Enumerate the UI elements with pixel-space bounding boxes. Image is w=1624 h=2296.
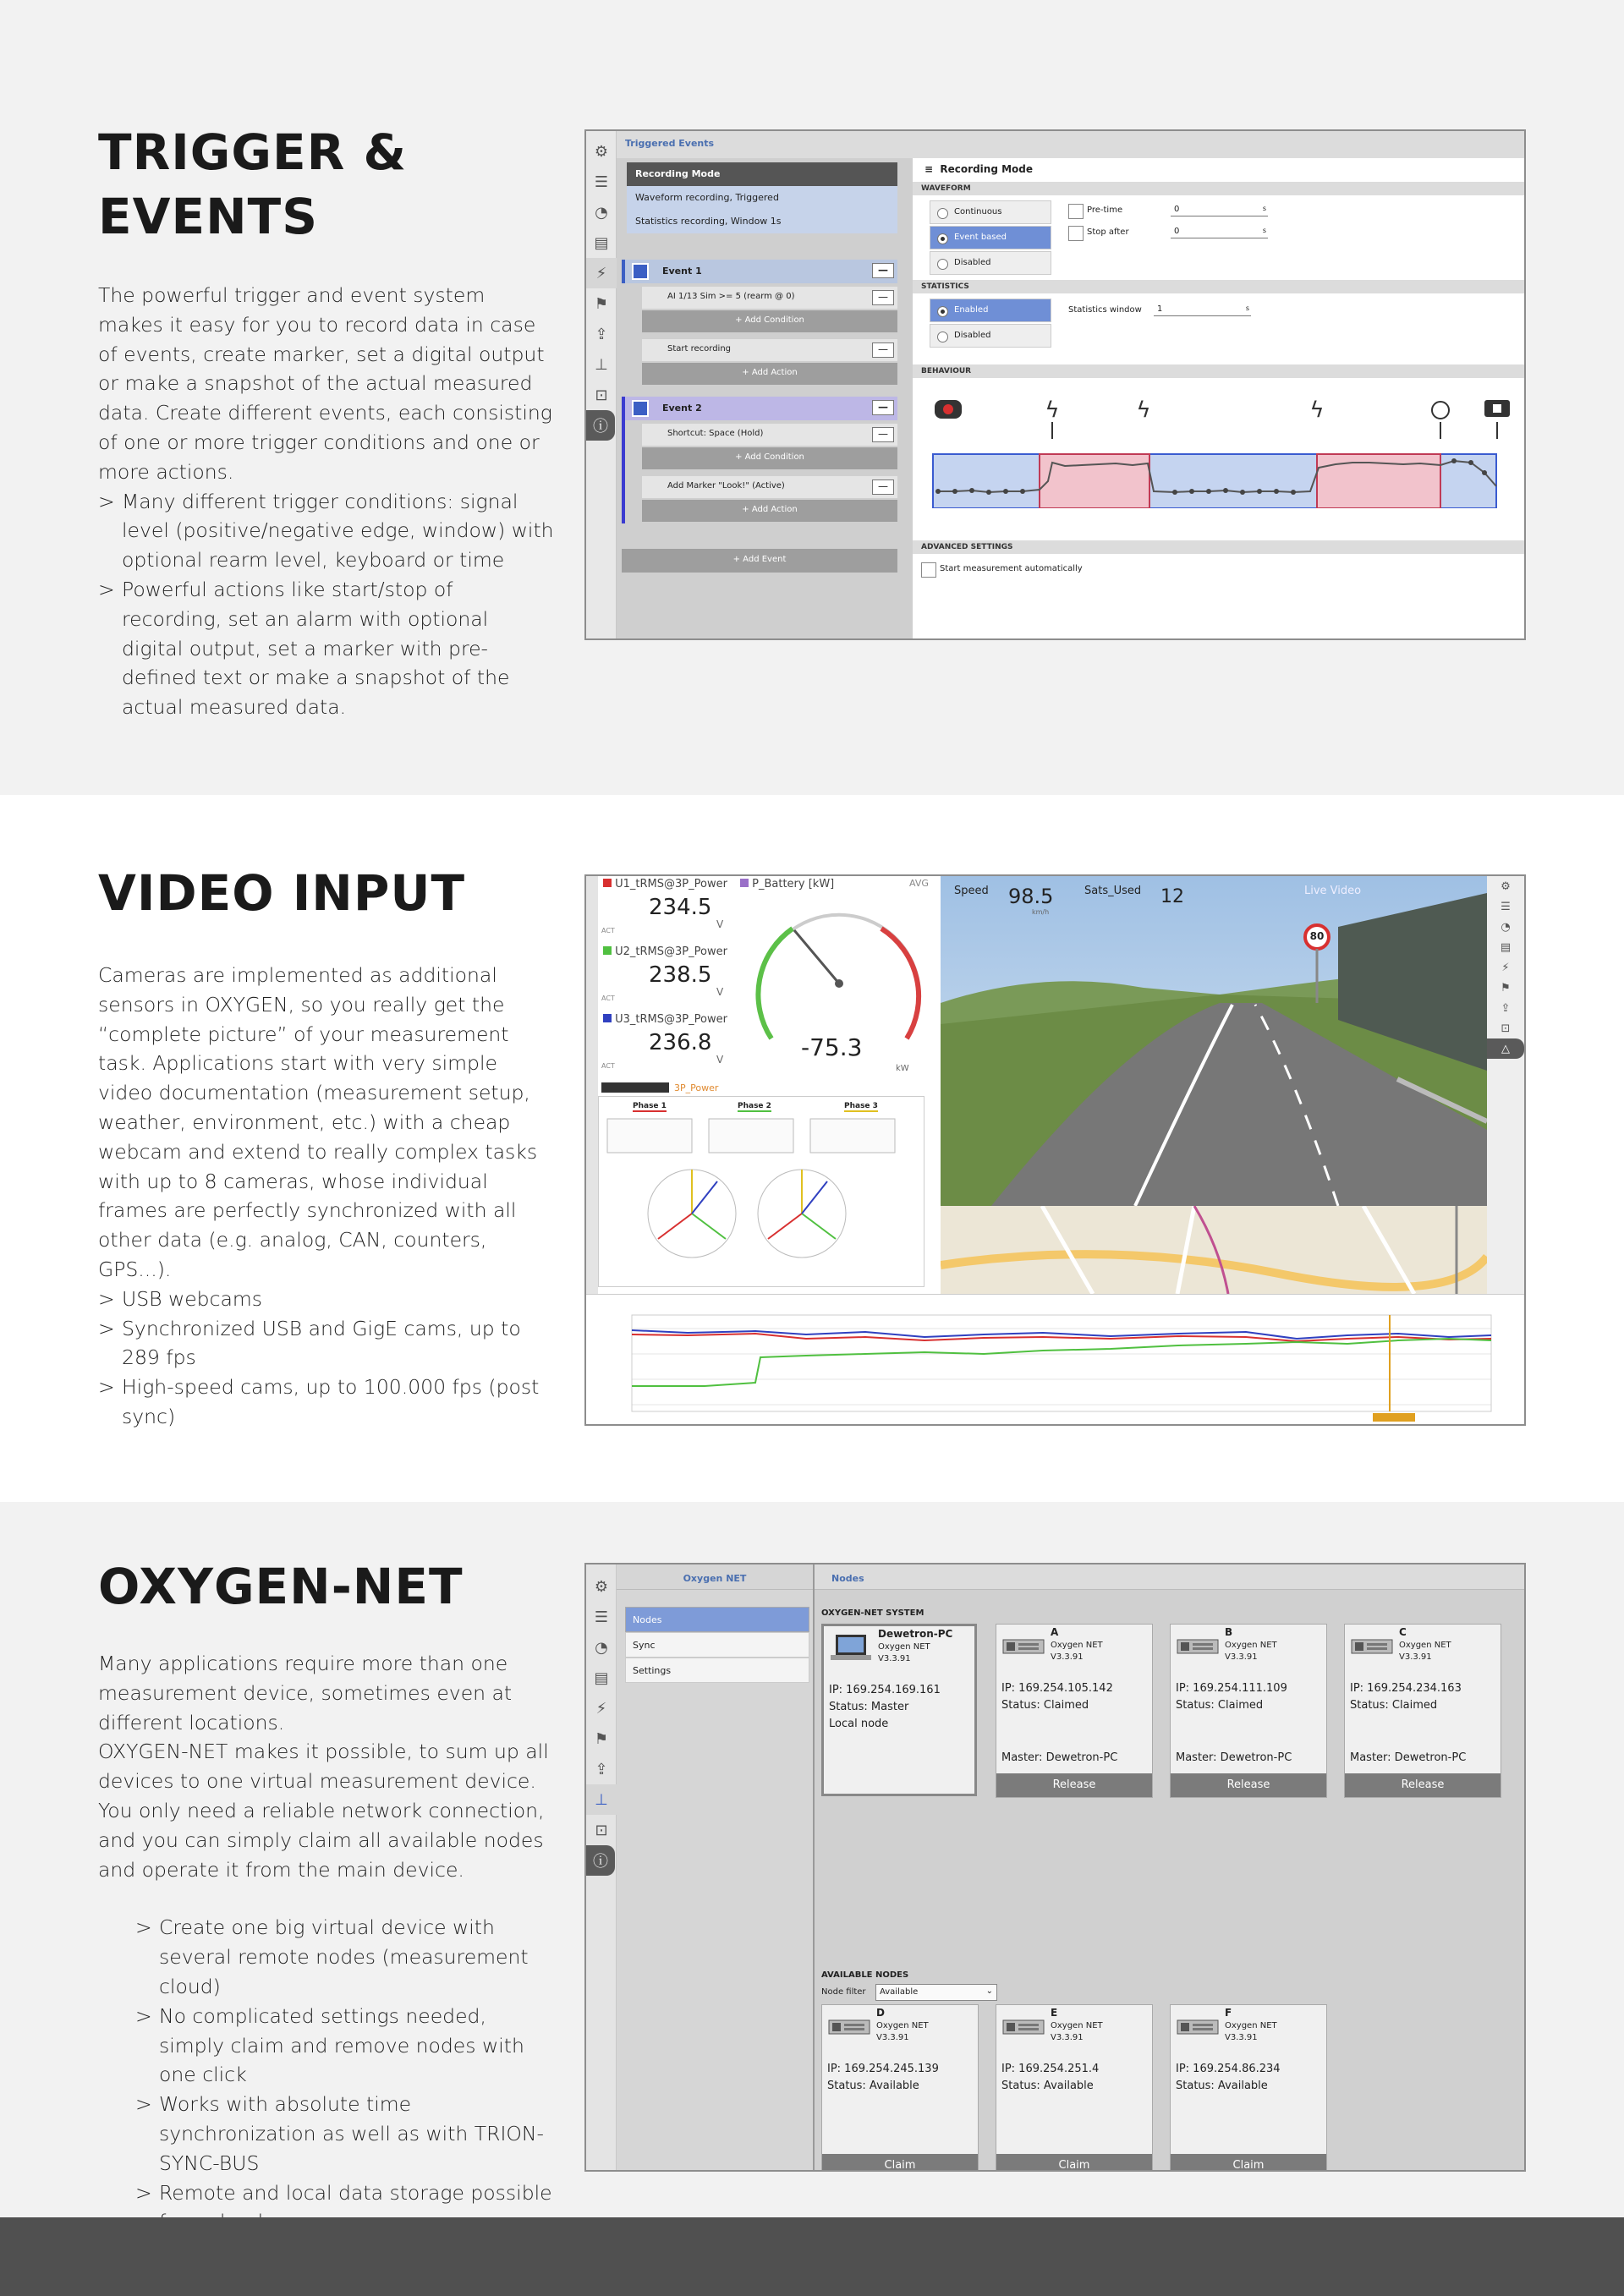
recording-mode-panel bbox=[913, 158, 1524, 638]
waveform-section: WAVEFORM bbox=[913, 182, 1524, 195]
panel-title-text: Recording Mode bbox=[940, 163, 1034, 175]
export-icon[interactable]: ⇪ bbox=[1501, 1001, 1511, 1015]
event-2-header[interactable] bbox=[622, 397, 897, 420]
power-label: 3P_Power bbox=[598, 1082, 936, 1094]
node-subtitle bbox=[876, 2020, 929, 2044]
pretime-field[interactable] bbox=[1171, 205, 1268, 216]
unit-label: s bbox=[1262, 205, 1266, 212]
footer-bar bbox=[0, 2217, 1624, 2296]
speed-label: Speed bbox=[954, 885, 989, 897]
sats-label: Sats_Used bbox=[1084, 885, 1142, 897]
unit-label: V bbox=[716, 1054, 724, 1066]
network-icon[interactable]: ⊥ bbox=[586, 1784, 617, 1815]
live-video-label: Live Video bbox=[1304, 885, 1362, 897]
filter-value: Available bbox=[880, 1987, 919, 1997]
node-version: V3.3.91 bbox=[876, 2033, 909, 2042]
export-icon[interactable]: ⇪ bbox=[595, 1760, 608, 1778]
nodes-panel bbox=[815, 1564, 1524, 2170]
chevron-down-icon: ⌄ bbox=[985, 1986, 993, 1996]
remove-button[interactable]: — bbox=[872, 290, 894, 305]
channel-color bbox=[740, 879, 749, 887]
digital-value: 238.5 bbox=[649, 962, 712, 988]
gear-icon[interactable]: ⚙ bbox=[594, 1577, 609, 1596]
action-label: Add Marker "Look!" (Active) bbox=[667, 481, 785, 490]
channel-name: U2_tRMS@3P_Power bbox=[615, 945, 727, 958]
add-condition-button[interactable]: + Add Condition bbox=[642, 310, 897, 332]
triggered-events-screenshot bbox=[584, 129, 1526, 640]
add-action-button[interactable]: + Add Action bbox=[642, 363, 897, 385]
claim-button[interactable]: Claim bbox=[996, 2154, 1152, 2172]
advanced-section: ADVANCED SETTINGS bbox=[913, 540, 1524, 554]
continuous-radio[interactable]: Continuous bbox=[930, 200, 1051, 224]
speed-value: 98.5 bbox=[1008, 885, 1054, 908]
section-body bbox=[98, 1649, 555, 2237]
event-1-header[interactable] bbox=[622, 260, 897, 283]
avg-label: AVG bbox=[909, 878, 929, 889]
recording-mode-option[interactable]: Statistics recording, Window 1s bbox=[627, 210, 897, 233]
unit-label: s bbox=[1262, 227, 1266, 234]
unit-label: kW bbox=[896, 1064, 909, 1073]
section-title: VIDEO INPUT bbox=[98, 864, 466, 922]
node-name: D bbox=[876, 2007, 885, 2019]
start-auto-checkbox[interactable]: Start measurement automatically bbox=[921, 564, 1083, 573]
phase-header: Phase 1 bbox=[633, 1102, 667, 1110]
node-ip: IP: 169.254.234.163 bbox=[1350, 1682, 1462, 1695]
enabled-radio[interactable]: Enabled bbox=[930, 299, 1051, 322]
release-button[interactable]: Release bbox=[996, 1773, 1152, 1797]
node-master: Master: Dewetron-PC bbox=[1350, 1751, 1467, 1764]
lightning-icon[interactable]: ⚡ bbox=[595, 1699, 607, 1718]
measurement-panel bbox=[598, 876, 936, 1294]
channel-color bbox=[603, 946, 612, 955]
node-name: A bbox=[1051, 1626, 1059, 1638]
panel-title bbox=[924, 163, 1033, 175]
node-subtitle bbox=[1225, 2020, 1277, 2044]
device-icon bbox=[1001, 2012, 1045, 2041]
action-row[interactable] bbox=[642, 476, 897, 498]
net-nav-panel bbox=[617, 1564, 815, 2170]
report-icon[interactable]: ▤ bbox=[1500, 940, 1512, 954]
event-name: Event 2 bbox=[662, 403, 702, 414]
node-version: V3.3.91 bbox=[1225, 1652, 1258, 1662]
recording-window bbox=[1040, 454, 1149, 508]
filter-label: Node filter bbox=[821, 1987, 866, 1997]
stat-window-field[interactable] bbox=[1154, 304, 1251, 316]
nav-item-sync[interactable]: Sync bbox=[625, 1632, 809, 1658]
bullet-list bbox=[98, 1285, 555, 1432]
field-value: 1 bbox=[1157, 304, 1163, 314]
map-graphic bbox=[941, 1206, 1487, 1294]
bullet-item: > USB webcams bbox=[98, 1285, 555, 1314]
event-name: Event 1 bbox=[662, 266, 702, 277]
lightning-icon: ϟ bbox=[1136, 397, 1151, 423]
node-info bbox=[1001, 2061, 1099, 2095]
node-subtitle bbox=[1399, 1640, 1451, 1663]
device-icon bbox=[1176, 2012, 1220, 2041]
export-icon[interactable]: ⇪ bbox=[595, 325, 608, 343]
stopafter-checkbox[interactable]: Stop after bbox=[1068, 227, 1129, 237]
statistics-section: STATISTICS bbox=[913, 280, 1524, 293]
release-button[interactable]: Release bbox=[1345, 1773, 1501, 1797]
events-panel bbox=[617, 158, 913, 638]
node-product: Oxygen NET bbox=[1399, 1641, 1451, 1650]
stopafter-field[interactable] bbox=[1171, 227, 1268, 238]
node-status: Status: Claimed bbox=[1350, 1699, 1438, 1712]
remove-button[interactable]: — bbox=[872, 263, 894, 278]
claim-button[interactable]: Claim bbox=[822, 2154, 978, 2172]
node-product: Oxygen NET bbox=[1051, 2021, 1103, 2030]
list-icon[interactable]: ☰ bbox=[1501, 900, 1511, 913]
map-view[interactable] bbox=[941, 1206, 1487, 1294]
act-label: ACT bbox=[601, 995, 615, 1002]
remove-button[interactable]: — bbox=[872, 479, 894, 495]
action-label: Start recording bbox=[667, 344, 732, 353]
laptop-icon bbox=[829, 1633, 873, 1662]
available-label: AVAILABLE NODES bbox=[821, 1970, 909, 1980]
node-info bbox=[1350, 1680, 1462, 1714]
oxygen-net-section bbox=[0, 1502, 1624, 2217]
node-ip: IP: 169.254.251.4 bbox=[1001, 2063, 1100, 2075]
bullet-item: > High-speed cams, up to 100.000 fps (post sync) bbox=[98, 1373, 555, 1432]
car-icon[interactable]: ⊡ bbox=[1501, 1022, 1511, 1035]
event-based-radio[interactable]: Event based bbox=[930, 226, 1051, 249]
bullet-item: > Powerful actions like start/stop of recording, set an alarm with optional digital output, set a marker with pre-defined text or make a snapshot of the actual measured data. bbox=[98, 575, 555, 722]
main-title: Nodes bbox=[815, 1564, 1524, 1590]
node-product: Oxygen NET bbox=[1051, 1641, 1103, 1650]
disabled-radio[interactable]: Disabled bbox=[930, 251, 1051, 275]
behaviour-section: BEHAVIOUR bbox=[913, 364, 1524, 378]
recorder-chart bbox=[586, 1294, 1524, 1424]
channel-name: U1_tRMS@3P_Power bbox=[615, 878, 727, 890]
remove-button[interactable]: — bbox=[872, 400, 894, 415]
phasor-diagrams bbox=[599, 1114, 925, 1288]
node-card[interactable] bbox=[996, 2004, 1153, 2172]
node-ip: IP: 169.254.245.139 bbox=[827, 2063, 939, 2075]
intro-text: The powerful trigger and event system makes it easy for you to record data in case of events, create marker, set a digital output or make a snapshot of the actual measured data. Create different events, each consisting of one or more trigger conditions and one or more actions. bbox=[98, 283, 552, 484]
intro-text: Many applications require more than one measurement device, sometimes even at different locations. bbox=[98, 1652, 513, 1734]
node-product: Oxygen NET bbox=[876, 2021, 929, 2030]
gauge-icon[interactable]: ◔ bbox=[595, 203, 608, 222]
gauge-needle bbox=[794, 930, 839, 984]
flag-icon[interactable]: ⚑ bbox=[594, 294, 609, 313]
node-subtitle bbox=[1051, 2020, 1103, 2044]
flag-icon[interactable]: ⚑ bbox=[594, 1729, 609, 1748]
node-ip: IP: 169.254.169.161 bbox=[829, 1684, 941, 1696]
lightning-icon[interactable]: ⚡ bbox=[586, 258, 617, 288]
device-icon bbox=[1176, 1631, 1220, 1660]
channel-name: P_Battery [kW] bbox=[752, 878, 835, 890]
node-extra: Local node bbox=[829, 1718, 889, 1730]
unit-label: V bbox=[716, 986, 724, 998]
stat-window-label: Statistics window bbox=[1068, 305, 1142, 315]
node-card[interactable] bbox=[821, 1624, 977, 1796]
node-version: V3.3.91 bbox=[1051, 2033, 1084, 2042]
bullet-list bbox=[98, 487, 555, 722]
section-body bbox=[98, 961, 555, 1432]
power-table bbox=[598, 1096, 924, 1287]
device-icon bbox=[1001, 1631, 1045, 1660]
pretime-checkbox[interactable]: Pre-time bbox=[1068, 205, 1122, 215]
device-icon bbox=[827, 2012, 871, 2041]
node-name: E bbox=[1051, 2007, 1058, 2019]
gauge-icon[interactable]: ◔ bbox=[1501, 920, 1511, 934]
oxygen-net-screenshot bbox=[584, 1563, 1526, 2172]
unit-label: V bbox=[716, 918, 724, 930]
alert-icon[interactable]: △ bbox=[1487, 1038, 1524, 1059]
list-icon[interactable]: ☰ bbox=[594, 173, 609, 191]
node-status: Status: Available bbox=[827, 2080, 919, 2092]
recording-mode-option[interactable]: Waveform recording, Triggered bbox=[627, 186, 897, 210]
section-title: OXYGEN-NET bbox=[98, 1558, 464, 1615]
spacer bbox=[98, 1884, 555, 1913]
node-name: F bbox=[1225, 2007, 1232, 2019]
lightning-icon: ϟ bbox=[1309, 397, 1325, 423]
nav-item-nodes[interactable]: Nodes bbox=[625, 1607, 809, 1632]
database-icon: ≡ bbox=[924, 163, 934, 175]
report-icon[interactable]: ▤ bbox=[594, 1669, 609, 1687]
digital-value: 236.8 bbox=[649, 1030, 712, 1055]
claim-button[interactable]: Claim bbox=[1171, 2154, 1326, 2172]
node-version: V3.3.91 bbox=[1225, 2033, 1258, 2042]
video-section bbox=[0, 795, 1624, 1502]
node-status: Status: Claimed bbox=[1176, 1699, 1264, 1712]
section-title bbox=[98, 120, 407, 249]
gauge-red-arc bbox=[881, 929, 919, 1038]
gauge-label bbox=[740, 878, 834, 890]
speed-sign-value: 80 bbox=[1309, 930, 1325, 942]
bullet-item: > Works with absolute time synchronization as well as with TRION-SYNC-BUS bbox=[135, 2090, 555, 2178]
node-ip: IP: 169.254.111.109 bbox=[1176, 1682, 1287, 1695]
bullet-item: > Synchronized USB and GigE cams, up to 289 fps bbox=[98, 1314, 555, 1373]
add-event-button[interactable]: + Add Event bbox=[622, 549, 897, 573]
add-action-button[interactable]: + Add Action bbox=[642, 500, 897, 522]
info-icon[interactable]: ⓘ bbox=[586, 410, 615, 441]
right-toolbar bbox=[1487, 876, 1524, 1294]
lightning-icon: ϟ bbox=[1045, 397, 1060, 423]
flag-icon[interactable]: ⚑ bbox=[1501, 981, 1511, 995]
list-icon[interactable]: ☰ bbox=[594, 1608, 609, 1626]
nav-title: Oxygen NET bbox=[617, 1564, 813, 1590]
lightning-icon[interactable]: ⚡ bbox=[1501, 961, 1510, 974]
channel-label bbox=[603, 878, 727, 890]
phase-header: Phase 2 bbox=[738, 1102, 771, 1110]
channel-label bbox=[603, 945, 727, 958]
car-icon[interactable]: ⊡ bbox=[595, 386, 608, 404]
stopwatch-icon bbox=[1432, 402, 1449, 419]
field-value: 0 bbox=[1174, 227, 1180, 236]
node-info bbox=[1176, 2061, 1281, 2095]
disabled-radio[interactable]: Disabled bbox=[930, 324, 1051, 348]
panel-header: Triggered Events bbox=[617, 131, 1524, 158]
node-version: V3.3.91 bbox=[878, 1654, 911, 1663]
speed-unit: km/h bbox=[1032, 908, 1050, 916]
recording-mode-header[interactable]: Recording Mode bbox=[627, 162, 897, 186]
node-name: Dewetron-PC bbox=[878, 1628, 953, 1640]
node-info bbox=[829, 1682, 941, 1733]
event-color-swatch bbox=[632, 400, 649, 417]
system-label: OXYGEN-NET SYSTEM bbox=[821, 1608, 924, 1618]
node-subtitle bbox=[1225, 1640, 1277, 1663]
node-status: Status: Available bbox=[1001, 2080, 1094, 2092]
live-video-view[interactable] bbox=[941, 876, 1487, 1206]
node-card[interactable] bbox=[821, 2004, 979, 2172]
toolbar bbox=[586, 131, 617, 638]
behaviour-diagram bbox=[921, 381, 1518, 508]
node-filter-select[interactable] bbox=[875, 1984, 997, 2001]
node-ip: IP: 169.254.86.234 bbox=[1176, 2063, 1281, 2075]
channel-label bbox=[603, 1013, 727, 1026]
condition-row[interactable] bbox=[642, 287, 897, 309]
gear-icon[interactable]: ⚙ bbox=[594, 142, 609, 161]
event-color-swatch bbox=[632, 263, 649, 280]
section-body bbox=[98, 281, 555, 722]
video-input-screenshot bbox=[584, 874, 1526, 1426]
title-line: TRIGGER & bbox=[98, 123, 408, 181]
channel-name: U3_tRMS@3P_Power bbox=[615, 1013, 727, 1026]
road-video-frame bbox=[941, 876, 1487, 1206]
bullet-list bbox=[98, 1913, 555, 2237]
event-2-bar bbox=[622, 397, 625, 523]
node-name: C bbox=[1399, 1626, 1407, 1638]
node-info bbox=[1176, 1680, 1287, 1714]
gauge-icon[interactable]: ◔ bbox=[595, 1638, 608, 1657]
act-label: ACT bbox=[601, 1062, 615, 1070]
node-status: Status: Master bbox=[829, 1701, 909, 1713]
remove-button[interactable]: — bbox=[872, 342, 894, 358]
bullet-item: > Remote and local data storage possible bbox=[135, 2178, 555, 2238]
node-status: Status: Available bbox=[1176, 2080, 1268, 2092]
remove-button[interactable]: — bbox=[872, 427, 894, 442]
report-icon[interactable]: ▤ bbox=[594, 233, 609, 252]
gear-icon[interactable]: ⚙ bbox=[1501, 879, 1511, 893]
toolbar bbox=[586, 1564, 617, 2170]
sats-value: 12 bbox=[1160, 886, 1184, 907]
intro-text: Cameras are implemented as additional sensors in OXYGEN, so you really get the “complete picture” of your measurement task. Applications start with very simple video documentation (measurement setup, weather, environment, etc.) with a cheap webcam and extend to really complex tasks with up to 8 cameras, whose individual frames are perfectly synchronized with all other data (e.g. analog, CAN, counters, GPS...). bbox=[98, 963, 538, 1281]
condition-row[interactable] bbox=[642, 424, 897, 446]
info-icon[interactable]: ⓘ bbox=[586, 1845, 615, 1876]
condition-label: Shortcut: Space (Hold) bbox=[667, 429, 764, 438]
node-info bbox=[827, 2061, 939, 2095]
channel-color bbox=[603, 1014, 612, 1022]
node-version: V3.3.91 bbox=[1051, 1652, 1084, 1662]
title-line: EVENTS bbox=[98, 188, 319, 245]
left-toolbar bbox=[586, 876, 598, 1294]
bullet-item: > Create one big virtual device with several remote nodes (measurement cloud) bbox=[135, 1913, 555, 2001]
trigger-section bbox=[0, 0, 1624, 795]
act-label: ACT bbox=[601, 927, 615, 934]
node-product: Oxygen NET bbox=[1225, 2021, 1277, 2030]
bullet-item: > Many different trigger conditions: signal level (positive/negative edge, window) with optional rearm level, keyboard or time bbox=[98, 487, 555, 575]
node-ip: IP: 169.254.105.142 bbox=[1001, 1682, 1113, 1695]
bullet-item: > No complicated settings needed, simply claim and remove nodes with one click bbox=[135, 2002, 555, 2090]
digital-value: 234.5 bbox=[649, 895, 712, 920]
add-condition-button[interactable]: + Add Condition bbox=[642, 447, 897, 469]
car-icon[interactable]: ⊡ bbox=[595, 1821, 608, 1839]
node-info bbox=[1001, 1680, 1113, 1714]
node-product: Oxygen NET bbox=[878, 1642, 930, 1652]
node-subtitle bbox=[878, 1641, 930, 1665]
group-header-bar bbox=[601, 1082, 669, 1093]
node-subtitle bbox=[1051, 1640, 1103, 1663]
phase-header: Phase 3 bbox=[844, 1102, 878, 1110]
intro-text: OXYGEN-NET makes it possible, to sum up all devices to one virtual measurement device. You only need a reliable network connection, and you can simply claim all available nodes and operate it from the main device. bbox=[98, 1740, 549, 1882]
action-row[interactable] bbox=[642, 339, 897, 361]
node-card[interactable] bbox=[996, 1624, 1153, 1798]
node-card[interactable] bbox=[1170, 2004, 1327, 2172]
nav-item-settings[interactable]: Settings bbox=[625, 1658, 809, 1683]
gauge-green-arc bbox=[758, 929, 793, 1038]
network-icon[interactable]: ⊥ bbox=[595, 355, 608, 374]
node-card[interactable] bbox=[1344, 1624, 1501, 1798]
device-icon bbox=[1350, 1631, 1394, 1660]
node-master: Master: Dewetron-PC bbox=[1001, 1751, 1118, 1764]
node-product: Oxygen NET bbox=[1225, 1641, 1277, 1650]
node-version: V3.3.91 bbox=[1399, 1652, 1432, 1662]
node-name: B bbox=[1225, 1626, 1233, 1638]
node-master: Master: Dewetron-PC bbox=[1176, 1751, 1292, 1764]
node-card[interactable] bbox=[1170, 1624, 1327, 1798]
gauge-value: -75.3 bbox=[801, 1033, 863, 1061]
recorder-plot bbox=[586, 1295, 1524, 1425]
release-button[interactable]: Release bbox=[1171, 1773, 1326, 1797]
unit-label: s bbox=[1245, 304, 1249, 312]
channel-color bbox=[603, 879, 612, 887]
condition-label: AI 1/13 Sim >= 5 (rearm @ 0) bbox=[667, 292, 795, 301]
field-value: 0 bbox=[1174, 205, 1180, 214]
node-status: Status: Claimed bbox=[1001, 1699, 1089, 1712]
